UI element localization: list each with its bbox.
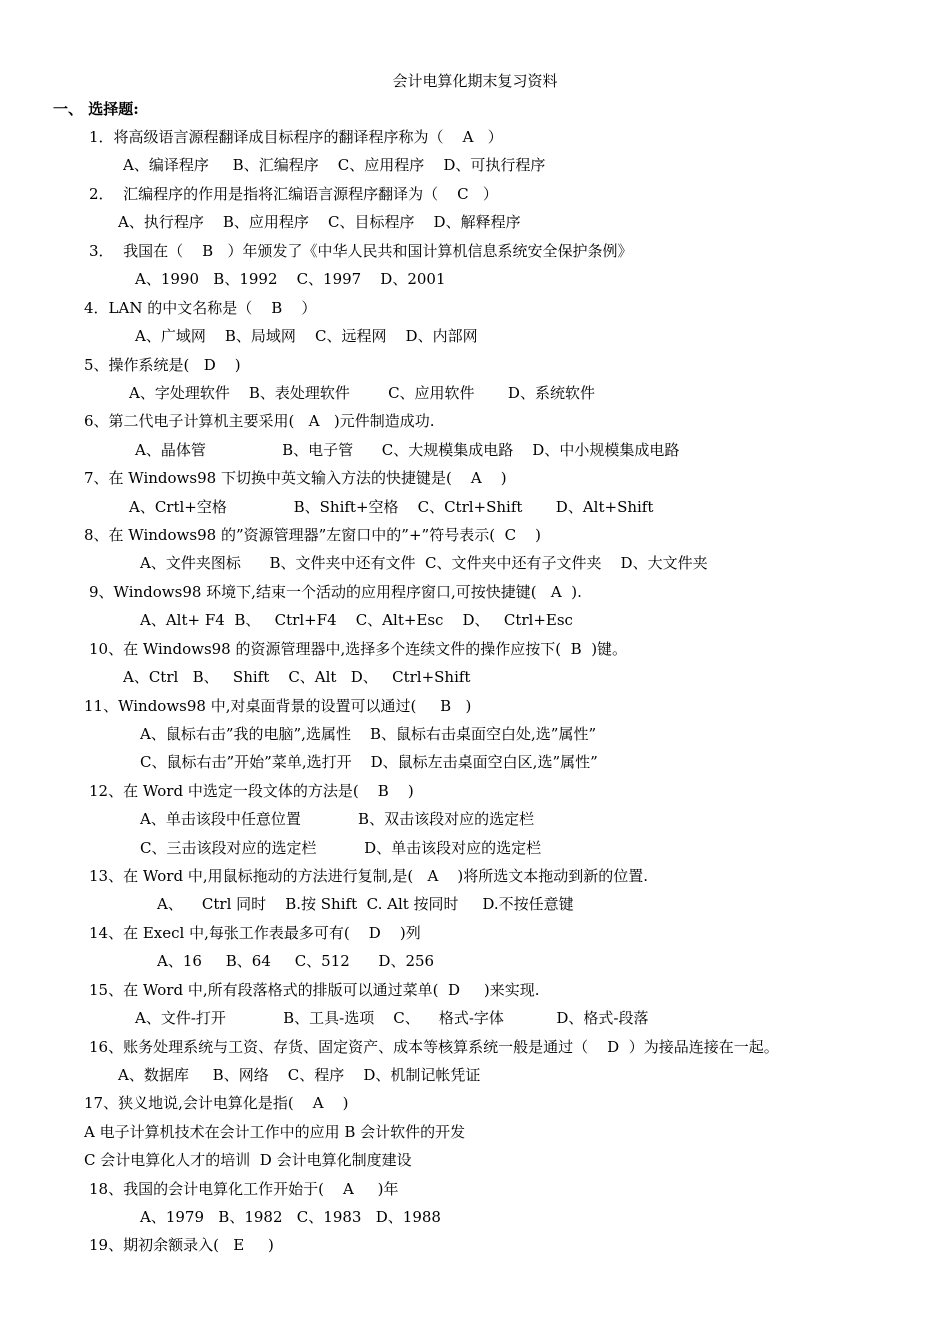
question-11: 11、Windows98 中,对桌面背景的设置可以通过( B ) bbox=[84, 697, 472, 715]
question-3: 3． 我国在（ B ）年颁发了《中华人民共和国计算机信息系统安全保护条例》 bbox=[89, 242, 633, 260]
options-9: A、Alt+ F4 B、 Ctrl+F4 C、Alt+Esc D、 Ctrl+Esc bbox=[140, 611, 573, 629]
document-title: 会计电算化期末复习资料 bbox=[392, 72, 558, 90]
options-11-c: C、鼠标右击”开始”菜单,选打开 D、鼠标左击桌面空白区,选”属性” bbox=[140, 753, 598, 771]
options-3: A、1990 B、1992 C、1997 D、2001 bbox=[135, 270, 446, 288]
question-15: 15、在 Word 中,所有段落格式的排版可以通过菜单( D )来实现. bbox=[89, 981, 540, 999]
options-6: A、晶体管 B、电子管 C、大规模集成电路 D、中小规模集成电路 bbox=[135, 441, 680, 459]
question-10: 10、在 Windows98 的资源管理器中,选择多个连续文件的操作应按下( B )键。 bbox=[89, 640, 628, 658]
question-12: 12、在 Word 中选定一段文体的方法是( B ) bbox=[89, 782, 414, 800]
options-10: A、Ctrl B、 Shift C、Alt D、 Ctrl+Shift bbox=[123, 668, 471, 686]
options-7: A、Crtl+空格 B、Shift+空格 C、Ctrl+Shift D、Alt+Shift bbox=[129, 498, 654, 516]
options-11-a: A、鼠标右击”我的电脑”,选属性 B、鼠标右击桌面空白处,选”属性” bbox=[140, 725, 597, 743]
options-5: A、字处理软件 B、表处理软件 C、应用软件 D、系统软件 bbox=[129, 384, 595, 402]
options-15: A、文件-打开 B、工具-选项 C、 格式-字体 D、格式-段落 bbox=[135, 1009, 649, 1027]
options-17-a: A 电子计算机技术在会计工作中的应用 B 会计软件的开发 bbox=[84, 1123, 466, 1141]
options-12-a: A、单击该段中任意位置 B、双击该段对应的选定栏 bbox=[140, 810, 535, 828]
question-4: 4．LAN 的中文名称是（ B ） bbox=[84, 299, 317, 317]
question-1: 1．将高级语言源程翻译成目标程序的翻译程序称为（ A ） bbox=[89, 128, 503, 146]
question-18: 18、我国的会计电算化工作开始于( A )年 bbox=[89, 1180, 399, 1198]
question-5: 5、操作系统是( D ) bbox=[84, 356, 241, 374]
options-12-c: C、三击该段对应的选定栏 D、单击该段对应的选定栏 bbox=[140, 839, 542, 857]
options-13: A、 Ctrl 同时 B.按 Shift C. Alt 按同时 D.不按任意键 bbox=[157, 895, 574, 913]
options-8: A、文件夹图标 B、文件夹中还有文件 C、文件夹中还有子文件夹 D、大文件夹 bbox=[140, 554, 708, 572]
options-14: A、16 B、64 C、512 D、256 bbox=[157, 952, 435, 970]
question-6: 6、第二代电子计算机主要采用( A )元件制造成功. bbox=[84, 412, 435, 430]
options-18: A、1979 B、1982 C、1983 D、1988 bbox=[140, 1208, 441, 1226]
question-19: 19、期初余额录入( E ) bbox=[89, 1236, 274, 1254]
question-8: 8、在 Windows98 的”资源管理器”左窗口中的”+”符号表示( C ) bbox=[84, 526, 541, 544]
question-17: 17、狭义地说,会计电算化是指( A ) bbox=[84, 1094, 349, 1112]
question-7: 7、在 Windows98 下切换中英文输入方法的快捷键是( A ) bbox=[84, 469, 507, 487]
options-2: A、执行程序 B、应用程序 C、目标程序 D、解释程序 bbox=[118, 213, 521, 231]
question-2: 2． 汇编程序的作用是指将汇编语言源程序翻译为（ C ） bbox=[89, 185, 498, 203]
options-4: A、广域网 B、局域网 C、远程网 D、内部网 bbox=[135, 327, 478, 345]
question-16: 16、账务处理系统与工资、存货、固定资产、成本等核算系统一般是通过（ D ）为接品连接在一起。 bbox=[89, 1038, 779, 1056]
question-13: 13、在 Word 中,用鼠标拖动的方法进行复制,是( A )将所选文本拖动到新的位置. bbox=[89, 867, 649, 885]
options-17-c: C 会计电算化人才的培训 D 会计电算化制度建设 bbox=[84, 1151, 412, 1169]
section-heading: 一、 选择题: bbox=[53, 100, 139, 118]
options-16: A、数据库 B、网络 C、程序 D、机制记帐凭证 bbox=[118, 1066, 481, 1084]
question-9: 9、Windows98 环境下,结束一个活动的应用程序窗口,可按快捷键( A ). bbox=[89, 583, 582, 601]
options-1: A、编译程序 B、汇编程序 C、应用程序 D、可执行程序 bbox=[123, 156, 546, 174]
question-14: 14、在 Execl 中,每张工作表最多可有( D )列 bbox=[89, 924, 421, 942]
